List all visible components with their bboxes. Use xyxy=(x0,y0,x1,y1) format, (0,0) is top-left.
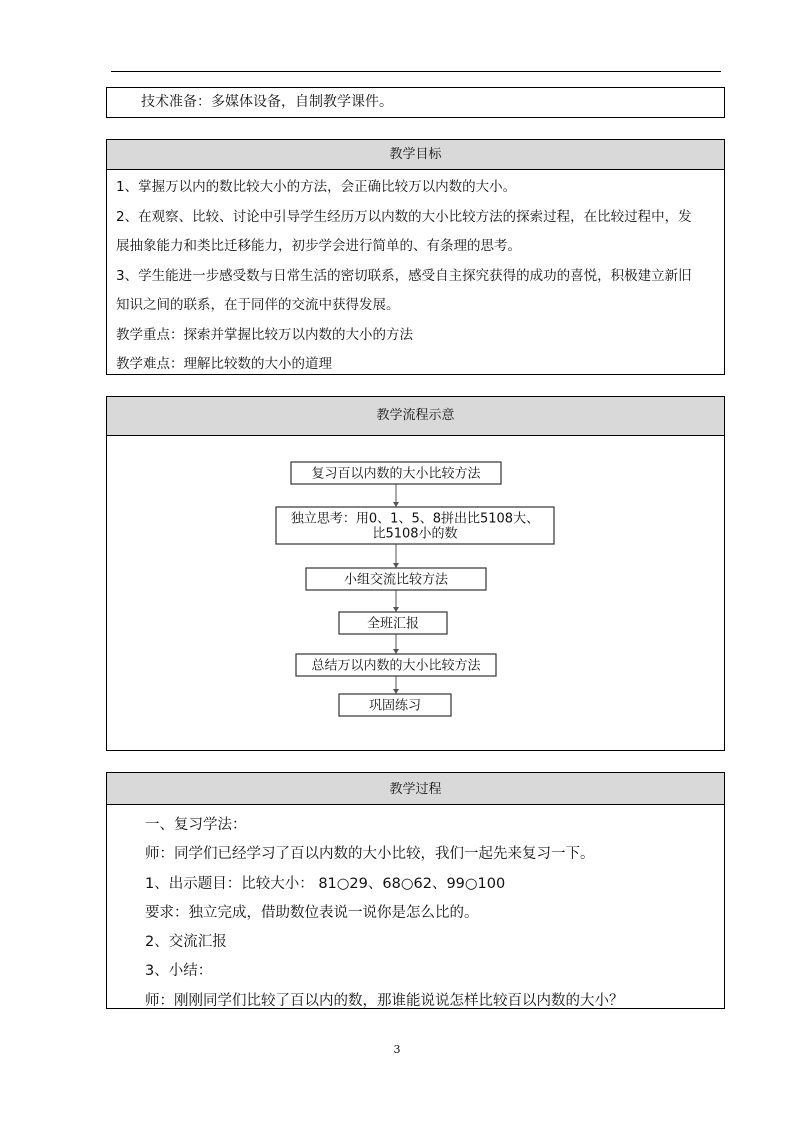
flow-arrow-icon xyxy=(393,563,399,568)
tech-prep-box xyxy=(106,87,725,118)
goal-line: 3、学生能进一步感受数与日常生活的密切联系，感受自主探究获得的成功的喜悦，积极建立新旧 xyxy=(116,267,692,284)
difficult-point-line: 教学难点：理解比较数的大小的道理 xyxy=(116,356,332,372)
process-line: 3、小结： xyxy=(145,963,213,980)
teaching-process-title: 教学过程 xyxy=(107,773,724,805)
process-line: 1、出示题目：比较大小： 81○29、68○62、99○100 xyxy=(145,875,506,892)
flow-step-label: 总结万以内数的大小比较方法 xyxy=(311,658,481,674)
teaching-goals-title: 教学目标 xyxy=(107,140,724,170)
goal-line: 2、在观察、比较、讨论中引导学生经历万以内数的大小比较方法的探索过程，在比较过程中，发 xyxy=(116,208,692,225)
process-line: 师：刚刚同学们比较了百以内的数，那谁能说说怎样比较百以内数的大小？ xyxy=(145,992,624,1009)
teaching-goals-body xyxy=(107,170,724,380)
flow-arrow-icon xyxy=(393,689,399,694)
flowchart xyxy=(107,436,724,750)
process-line: 要求：独立完成，借助数位表说一说你是怎么比的。 xyxy=(145,904,479,921)
teaching-flow-box xyxy=(106,396,725,751)
process-line: 一、复习学法： xyxy=(145,817,247,833)
flow-step-label: 全班汇报 xyxy=(366,616,420,632)
flow-step-label: 独立思考：用0、1、5、8拼出比5108大、 xyxy=(290,511,540,527)
flow-arrow-icon xyxy=(393,502,399,507)
flow-step-label: 复习百以内数的大小比较方法 xyxy=(311,466,481,482)
key-point-line: 教学重点：探索并掌握比较万以内数的大小的方法 xyxy=(116,326,413,343)
process-line: 师：同学们已经学习了百以内数的大小比较，我们一起先来复习一下。 xyxy=(145,846,595,863)
flow-arrow-icon xyxy=(393,607,399,612)
flow-step-label: 巩固练习 xyxy=(368,698,422,714)
goal-line: 展抽象能力和类比迁移能力，初步学会进行简单的、有条理的思考。 xyxy=(116,238,521,254)
teaching-flow-title: 教学流程示意 xyxy=(107,397,724,436)
process-line: 2、交流汇报 xyxy=(145,934,227,951)
goal-line: 1、掌握万以内的数比较大小的方法，会正确比较万以内数的大小。 xyxy=(116,179,517,195)
flow-step-label: 比5108小的数 xyxy=(372,526,458,542)
flow-arrow-icon xyxy=(393,649,399,654)
tech-prep-text: 技术准备：多媒体设备，自制教学课件。 xyxy=(141,94,393,110)
teaching-goals-box xyxy=(106,139,725,375)
flow-step-label: 小组交流比较方法 xyxy=(343,572,449,588)
teaching-process-body xyxy=(107,805,724,1016)
header-rule xyxy=(111,71,721,72)
teaching-process-box xyxy=(106,772,725,1009)
page-number: 3 xyxy=(393,1043,401,1056)
goal-line: 知识之间的联系，在于同伴的交流中获得发展。 xyxy=(116,297,400,313)
